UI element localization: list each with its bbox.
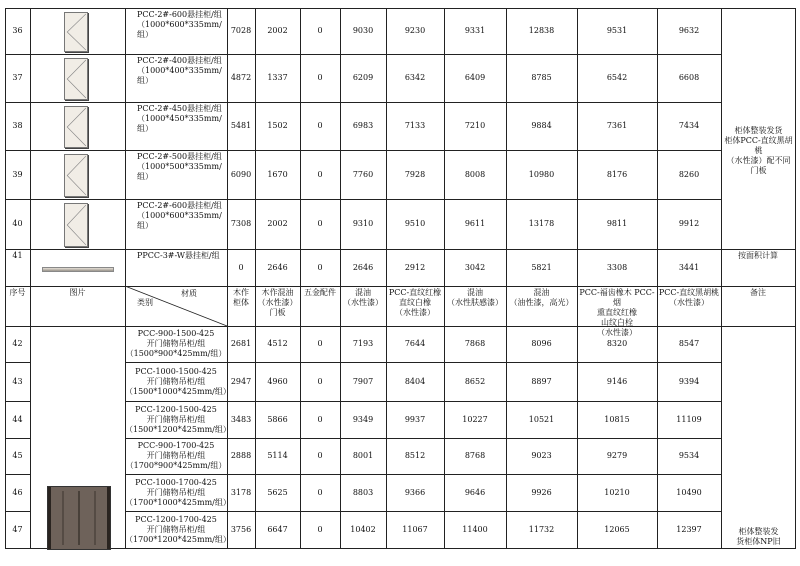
row-number: 47 [5, 511, 31, 549]
price-value: 5625 [255, 474, 301, 512]
price-value: 10490 [657, 474, 722, 512]
price-value: 5866 [255, 401, 301, 439]
price-value: 9230 [386, 8, 445, 55]
price-value: 8768 [444, 438, 507, 475]
price-value: 9884 [506, 102, 578, 151]
row-number: 40 [5, 199, 31, 250]
price-value: 9926 [506, 474, 578, 512]
price-value: 7028 [227, 8, 256, 55]
row-remark: 按面积计算 [721, 249, 796, 287]
price-value: 2002 [255, 199, 301, 250]
price-value: 9646 [444, 474, 507, 512]
price-value: 3756 [227, 511, 256, 549]
price-value: 8547 [657, 326, 722, 363]
item-description: PCC-2#-400悬挂柜/组 （1000*400*335mm/组） [125, 54, 228, 103]
price-value: 0 [300, 474, 341, 512]
cabinet-door-image [64, 58, 88, 100]
header-column: 五金配件 [300, 286, 341, 327]
header-column: 混油 （油性漆，高光） [506, 286, 578, 327]
row-number: 46 [5, 474, 31, 512]
price-value: 9310 [340, 199, 387, 250]
price-value: 7361 [577, 102, 658, 151]
price-value: 12065 [577, 511, 658, 549]
price-value: 3042 [444, 249, 507, 287]
price-value: 5821 [506, 249, 578, 287]
item-description: PCC-900-1700-425 开门储物吊柜/组 （1700*900*425mm/组） [125, 438, 228, 475]
price-value: 8008 [444, 150, 507, 200]
price-value: 10521 [506, 401, 578, 439]
price-value: 10402 [340, 511, 387, 549]
header-remark: 备注 [721, 286, 796, 327]
price-value: 4512 [255, 326, 301, 363]
item-description: PCC-2#-600悬挂柜/组 （1000*600*335mm/组） [125, 199, 228, 250]
price-value: 8785 [506, 54, 578, 103]
price-value: 7210 [444, 102, 507, 151]
price-value: 10210 [577, 474, 658, 512]
price-value: 8803 [340, 474, 387, 512]
price-value: 2002 [255, 8, 301, 55]
price-value: 11400 [444, 511, 507, 549]
price-value: 7308 [227, 199, 256, 250]
header-category: 类别 [137, 298, 153, 307]
price-value: 7928 [386, 150, 445, 200]
item-description: PCC-1200-1500-425 开门储物吊柜/组 （1500*1200*425mm/组） [125, 401, 228, 439]
price-value: 10227 [444, 401, 507, 439]
row-number: 45 [5, 438, 31, 475]
price-value: 9611 [444, 199, 507, 250]
price-value: 7133 [386, 102, 445, 151]
header-column: 混油 （水性肤感漆） [444, 286, 507, 327]
price-value: 9394 [657, 362, 722, 402]
row-number: 41 [5, 249, 31, 287]
item-description: PCC-1000-1700-425 开门储物吊柜/组 （1700*1000*425mm/组） [125, 474, 228, 512]
header-no: 序号 [5, 286, 31, 327]
header-category-material [125, 286, 228, 327]
price-value: 2646 [255, 249, 301, 287]
price-value: 9146 [577, 362, 658, 402]
price-value: 7193 [340, 326, 387, 363]
item-description: PCC-1200-1700-425 开门储物吊柜/组 （1700*1200*425mm/组） [125, 511, 228, 549]
price-value: 9534 [657, 438, 722, 475]
price-value: 4872 [227, 54, 256, 103]
row-number: 44 [5, 401, 31, 439]
price-value: 2646 [340, 249, 387, 287]
price-value: 11067 [386, 511, 445, 549]
price-value: 3441 [657, 249, 722, 287]
price-value: 10815 [577, 401, 658, 439]
remark-cell [721, 326, 796, 549]
price-value: 9510 [386, 199, 445, 250]
cabinet-door-image [64, 154, 88, 197]
price-value: 7907 [340, 362, 387, 402]
price-value: 7644 [386, 326, 445, 363]
row-number: 42 [5, 326, 31, 363]
price-value: 0 [300, 249, 341, 287]
price-value: 11109 [657, 401, 722, 439]
price-value: 8404 [386, 362, 445, 402]
item-description: PPCC-3#-W悬挂柜/组 [125, 249, 228, 287]
price-value: 6342 [386, 54, 445, 103]
price-value: 4960 [255, 362, 301, 402]
price-value: 8096 [506, 326, 578, 363]
cabinet-door-image [64, 12, 88, 52]
price-value: 0 [227, 249, 256, 287]
price-value: 2912 [386, 249, 445, 287]
price-value: 5114 [255, 438, 301, 475]
price-value: 9023 [506, 438, 578, 475]
row-number: 38 [5, 102, 31, 151]
price-value: 8897 [506, 362, 578, 402]
price-value: 2681 [227, 326, 256, 363]
price-value: 0 [300, 199, 341, 250]
price-value: 1337 [255, 54, 301, 103]
header-material: 材质 [181, 289, 197, 298]
price-value: 9811 [577, 199, 658, 250]
price-value: 6090 [227, 150, 256, 200]
price-value: 11732 [506, 511, 578, 549]
price-value: 12397 [657, 511, 722, 549]
price-value: 0 [300, 326, 341, 363]
price-value: 0 [300, 8, 341, 55]
upper-remark: 柜体整装发货 柜体PCC-直纹黑胡桃 （水性漆）配不同 门板 [724, 126, 793, 175]
price-value: 9937 [386, 401, 445, 439]
price-value: 9030 [340, 8, 387, 55]
item-description: PCC-1000-1500-425 开门储物吊柜/组 （1500*1000*425mm/组） [125, 362, 228, 402]
price-value: 9349 [340, 401, 387, 439]
cabinet-door-image [64, 203, 88, 247]
item-description: PCC-2#-500悬挂柜/组 （1000*500*335mm/组） [125, 150, 228, 200]
header-column: 木作 柜体 [227, 286, 256, 327]
price-value: 3178 [227, 474, 256, 512]
wall-cabinet-image [47, 486, 111, 550]
row-number: 39 [5, 150, 31, 200]
price-value: 7434 [657, 102, 722, 151]
lower-remark: 柜体整装发 货柜体NP旧 [736, 526, 781, 546]
header-column: 木作混油 （水性漆） 门板 [255, 286, 301, 327]
price-value: 9632 [657, 8, 722, 55]
price-value: 0 [300, 102, 341, 151]
header-column: PCC-直纹黑胡桃 （水性漆） [657, 286, 722, 327]
price-value: 6209 [340, 54, 387, 103]
price-value: 8260 [657, 150, 722, 200]
price-value: 0 [300, 511, 341, 549]
price-value: 0 [300, 54, 341, 103]
panel-image [42, 267, 114, 272]
price-value: 2888 [227, 438, 256, 475]
price-value: 8001 [340, 438, 387, 475]
price-value: 1670 [255, 150, 301, 200]
header-picture: 图片 [30, 286, 126, 327]
header-column: PCC-福齿橡木 PCC-烟 熏直纹红橡 山纹白栓 （水性漆） [577, 286, 658, 327]
price-value: 2947 [227, 362, 256, 402]
price-value: 0 [300, 150, 341, 200]
item-description: PCC-900-1500-425 开门储物吊柜/组 （1500*900*425mm/组） [125, 326, 228, 363]
price-value: 9366 [386, 474, 445, 512]
price-value: 7760 [340, 150, 387, 200]
price-value: 9279 [577, 438, 658, 475]
price-value: 1502 [255, 102, 301, 151]
price-value: 8652 [444, 362, 507, 402]
cabinet-door-image [64, 106, 88, 148]
row-number: 36 [5, 8, 31, 55]
price-value: 3308 [577, 249, 658, 287]
price-value: 0 [300, 401, 341, 439]
price-value: 6647 [255, 511, 301, 549]
item-description: PCC-2#-600悬挂柜/组 （1000*600*335mm/组） [125, 8, 228, 55]
price-value: 7868 [444, 326, 507, 363]
price-value: 13178 [506, 199, 578, 250]
item-description: PCC-2#-450悬挂柜/组 （1000*450*335mm/组） [125, 102, 228, 151]
price-value: 10980 [506, 150, 578, 200]
price-value: 0 [300, 438, 341, 475]
price-value: 8512 [386, 438, 445, 475]
price-value: 8176 [577, 150, 658, 200]
header-column: PCC-直纹红橡 直纹白橡 （水性漆） [386, 286, 445, 327]
price-value: 3483 [227, 401, 256, 439]
price-value: 8320 [577, 326, 658, 363]
header-column: 混油 （水性漆） [340, 286, 387, 327]
price-value: 9912 [657, 199, 722, 250]
price-value: 6542 [577, 54, 658, 103]
row-number: 43 [5, 362, 31, 402]
price-value: 5481 [227, 102, 256, 151]
price-value: 0 [300, 362, 341, 402]
price-value: 6409 [444, 54, 507, 103]
price-value: 9531 [577, 8, 658, 55]
price-value: 9331 [444, 8, 507, 55]
row-number: 37 [5, 54, 31, 103]
price-value: 6608 [657, 54, 722, 103]
price-value: 12838 [506, 8, 578, 55]
price-value: 6983 [340, 102, 387, 151]
